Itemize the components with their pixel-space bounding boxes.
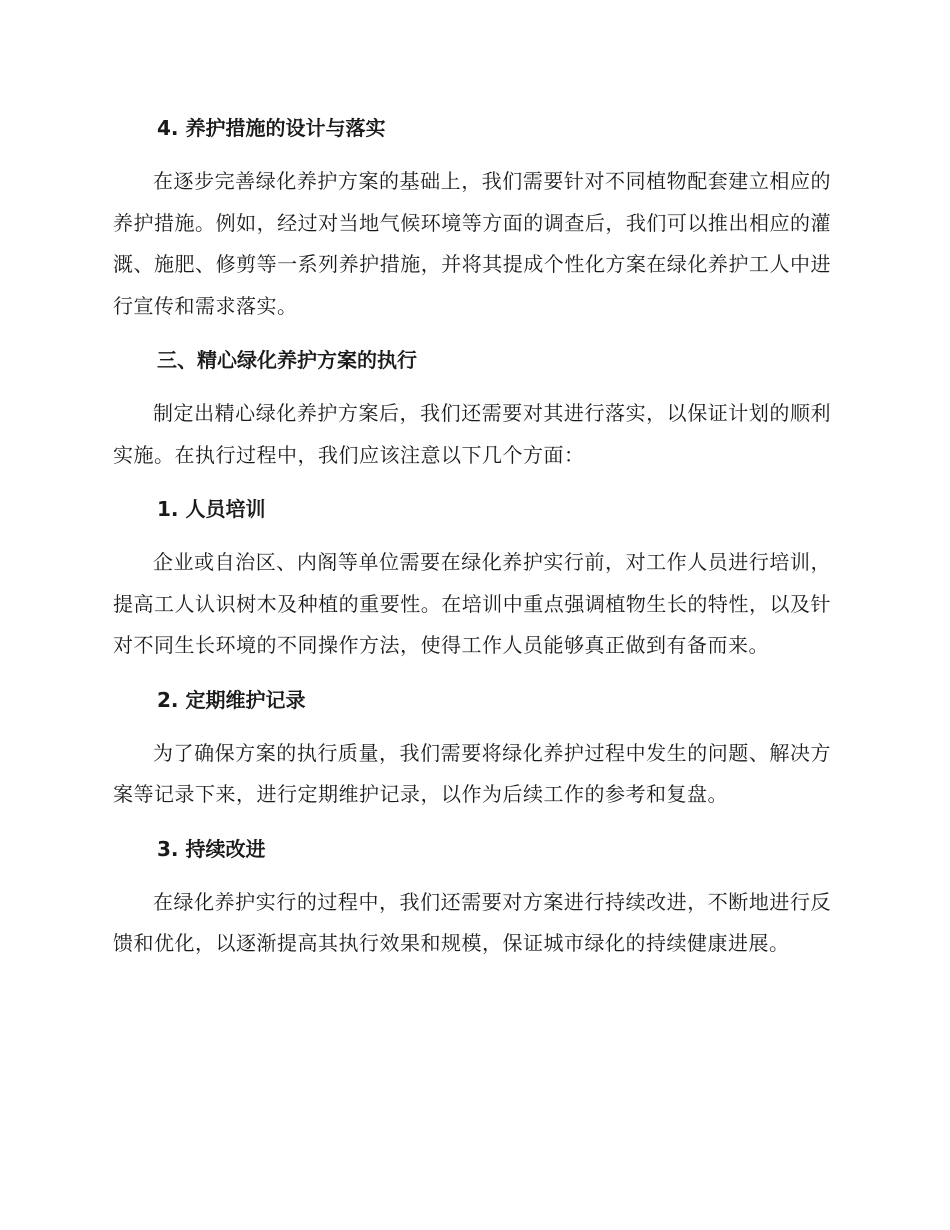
paragraph-continuous-improvement: 在绿化养护实行的过程中，我们还需要对方案进行持续改进，不断地进行反馈和优化，以逐渐提高其执行效果和规模，保证城市绿化的持续健康进展。 (113, 889, 831, 955)
section-heading-execution: 三、精心绿化养护方案的执行 (157, 348, 417, 372)
section-heading-staff-training: 1. 人员培训 (157, 497, 266, 521)
section-heading-continuous-improvement: 3. 持续改进 (157, 836, 266, 861)
paragraph-maintenance-records: 为了确保方案的执行质量，我们需要将绿化养护过程中发生的问题、解决方案等记录下来，进行定期维护记录，以作为后续工作的参考和复盘。 (113, 740, 831, 806)
section-heading-maintenance-records: 2. 定期维护记录 (157, 687, 306, 712)
paragraph-staff-training: 企业或自治区、内阁等单位需要在绿化养护实行前，对工作人员进行培训，提高工人认识树木及种植的重要性。在培训中重点强调植物生长的特性，以及针对不同生长环境的不同操作方法，使得工作人员能够真正做到有备而来。 (113, 550, 831, 657)
paragraph-care-measures: 在逐步完善绿化养护方案的基础上，我们需要针对不同植物配套建立相应的养护措施。例如，经过对当地气候环境等方面的调查后，我们可以推出相应的灌溉、施肥、修剪等一系列养护措施，并将其提成个性化方案在绿化养护工人中进行宣传和需求落实。 (113, 169, 831, 318)
section-heading-care-measures: 4. 养护措施的设计与落实 (157, 116, 386, 140)
paragraph-execution: 制定出精心绿化养护方案后，我们还需要对其进行落实，以保证计划的顺利实施。在执行过程中，我们应该注意以下几个方面： (113, 401, 831, 467)
document-body (113, 108, 831, 965)
